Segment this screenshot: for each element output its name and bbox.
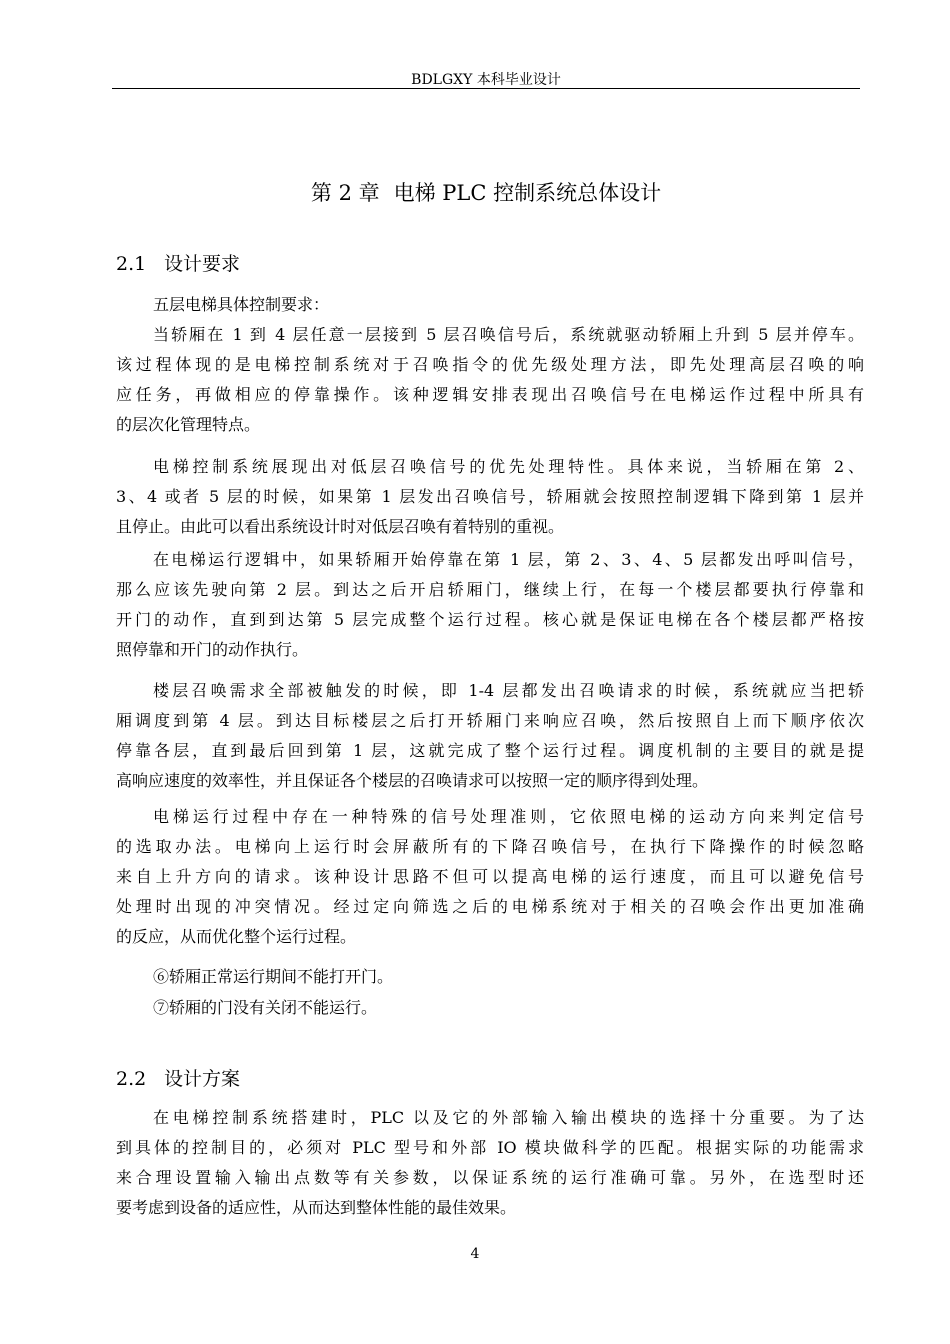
header-rule (112, 88, 860, 89)
text-line: 的层次化管理特点。 (116, 415, 261, 434)
text-line: 照停靠和开门的动作执行。 (116, 640, 309, 659)
paragraph-requirement-4 (116, 676, 864, 796)
text-line: 要考虑到设备的适应性，从而达到整体性能的最佳效果。 (116, 1198, 517, 1217)
text-line: 停靠各层，直到最后回到第 1 层，这就完成了整个运行过程。调度机制的主要目的就是提 (116, 741, 864, 760)
text-line: 当轿厢在 1 到 4 层任意一层接到 5 层召唤信号后，系统就驱动轿厢上升到 5 层并停车。 (153, 325, 864, 344)
text-line: 厢调度到第 4 层。到达目标楼层之后打开轿厢门来响应召唤，然后按照自上而下顺序依次 (116, 711, 864, 730)
paragraph-requirement-7 (116, 993, 864, 1023)
chapter-title-text: 电梯 PLC 控制系统总体设计 (393, 181, 662, 205)
text-line: 开门的动作，直到到达第 5 层完成整个运行过程。核心就是保证电梯在各个楼层都严格按 (116, 610, 864, 629)
text-line: 五层电梯具体控制要求： (153, 295, 330, 314)
text-line: 的选取办法。电梯向上运行时会屏蔽所有的下降召唤信号，在执行下降操作的时候忽略 (116, 837, 864, 856)
text-line: 的反应，从而优化整个运行过程。 (116, 927, 357, 946)
text-line: 该过程体现的是电梯控制系统对于召唤指令的优先级处理方法，即先处理高层召唤的响 (116, 355, 864, 374)
section-heading-2-2 (116, 1066, 240, 1092)
section-heading-2-1 (116, 251, 240, 277)
text-line: 到具体的控制目的，必须对 PLC 型号和外部 IO 模块做科学的匹配。根据实际的功能需求 (116, 1138, 864, 1157)
paragraph-requirement-2 (116, 452, 864, 542)
paragraph-requirement-5 (116, 802, 864, 952)
paragraph-requirement-1 (116, 320, 864, 440)
chapter-title (112, 177, 860, 209)
text-line: 高响应速度的效率性，并且保证各个楼层的召唤请求可以按照一定的顺序得到处理。 (116, 771, 709, 790)
text-line: 电梯运行过程中存在一种特殊的信号处理准则，它依照电梯的运动方向来判定信号 (153, 807, 864, 826)
text-line: 在电梯运行逻辑中，如果轿厢开始停靠在第 1 层，第 2、3、4、5 层都发出呼叫信号， (153, 550, 864, 569)
text-line: ⑦轿厢的门没有关闭不能运行。 (153, 998, 378, 1017)
text-line: 且停止。由此可以看出系统设计时对低层召唤有着特别的重视。 (116, 517, 565, 536)
chapter-number: 第 2 章 (310, 181, 380, 205)
text-line: 3、4 或者 5 层的时候，如果第 1 层发出召唤信号，轿厢就会按照控制逻辑下降到第 1 层并 (116, 487, 864, 506)
running-header: BDLGXY 本科毕业设计 (411, 72, 561, 88)
text-line: 在电梯控制系统搭建时，PLC 以及它的外部输入输出模块的选择十分重要。为了达 (153, 1108, 864, 1127)
text-line: 应任务，再做相应的停靠操作。该种逻辑安排表现出召唤信号在电梯运作过程中所具有 (116, 385, 864, 404)
text-line: 来合理设置输入输出点数等有关参数，以保证系统的运行准确可靠。另外，在选型时还 (116, 1168, 864, 1187)
section-title: 设计要求 (164, 253, 241, 275)
text-line: ⑥轿厢正常运行期间不能打开门。 (153, 967, 394, 986)
section-number: 2.1 (116, 253, 147, 275)
section-number: 2.2 (116, 1068, 147, 1090)
page-number: 4 (470, 1246, 480, 1262)
paragraph-requirement-3 (116, 545, 864, 665)
text-line: 来自上升方向的请求。该种设计思路不但可以提高电梯的运行速度，而且可以避免信号 (116, 867, 864, 886)
paragraph-requirements-intro (116, 290, 864, 320)
paragraph-requirement-6 (116, 962, 864, 992)
text-line: 那么应该先驶向第 2 层。到达之后开启轿厢门，继续上行，在每一个楼层都要执行停靠和 (116, 580, 864, 599)
text-line: 楼层召唤需求全部被触发的时候，即 1-4 层都发出召唤请求的时候，系统就应当把轿 (153, 681, 864, 700)
paragraph-design-plan (116, 1103, 864, 1223)
section-title: 设计方案 (164, 1068, 241, 1090)
text-line: 处理时出现的冲突情况。经过定向筛选之后的电梯系统对于相关的召唤会作出更加准确 (116, 897, 864, 916)
text-line: 电梯控制系统展现出对低层召唤信号的优先处理特性。具体来说，当轿厢在第 2、 (153, 457, 864, 476)
